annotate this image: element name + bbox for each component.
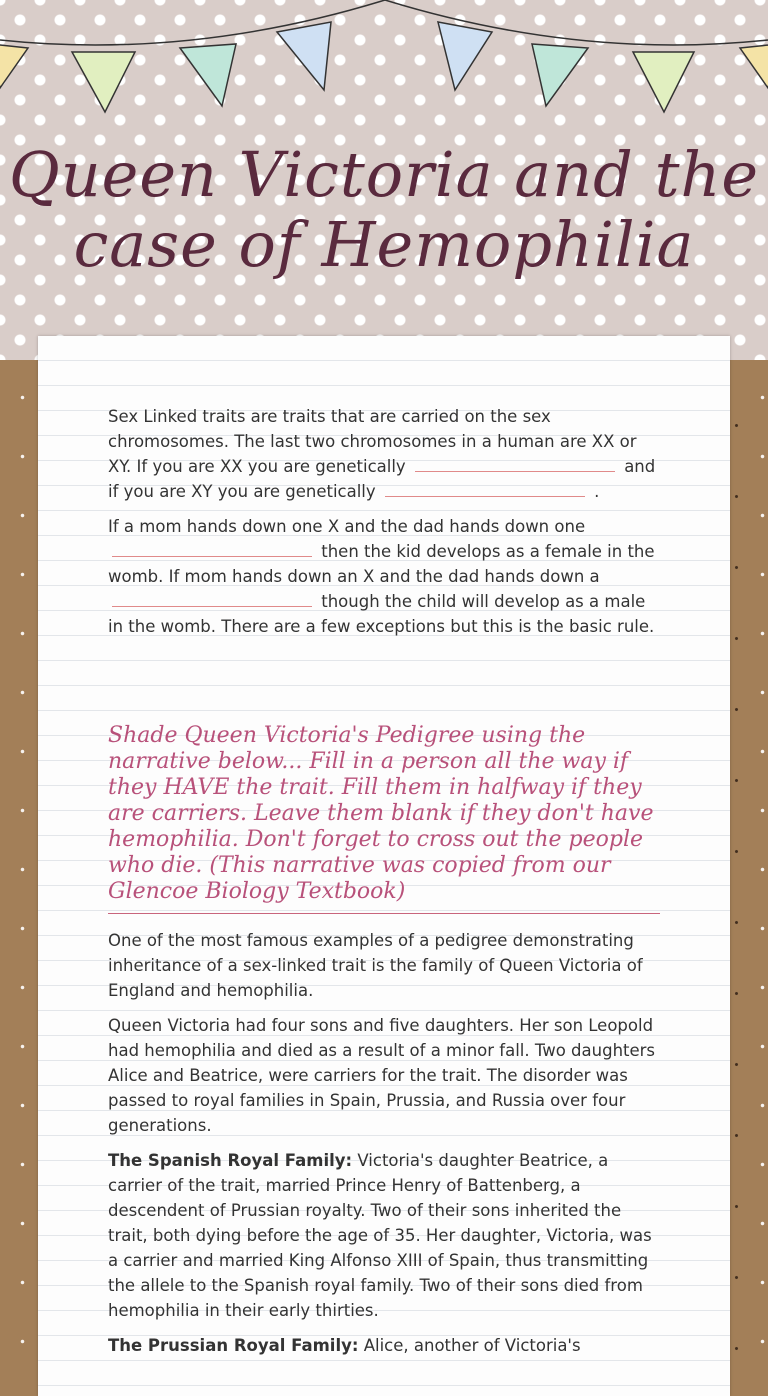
bunting-decoration [0,0,768,130]
blank-input-x[interactable] [112,542,312,557]
bunting-flag [438,22,492,90]
bunting-flag [180,44,236,106]
blank-input-female[interactable] [415,457,615,472]
bunting-flag [0,44,28,88]
prussian-family-paragraph: The Prussian Royal Family: Alice, another of Victoria's [108,1336,581,1355]
bunting-flag [532,44,588,106]
intro-paragraph-2: If a mom hands down one X and the dad hands down one then the kid develops as a female in the womb. If mom hands down an X and the dad hands down a though the child will develop as a male in the womb. There are a few exceptions but this is the basic rule. [108,517,655,636]
header-banner [0,0,768,360]
prussian-family-heading: The Prussian Royal Family: [108,1336,359,1355]
blank-input-y[interactable] [112,592,312,607]
spanish-family-heading: The Spanish Royal Family: [108,1151,353,1170]
handwritten-instructions: Shade Queen Victoria's Pedigree using the narrative below... Fill in a person all the way if they HAVE the trait. Fill them in halfway if they are carriers. Leave them blank if they don't have hemophilia. Don't forget to cross out the people who die. (This narrative was copied from our Glencoe Biology Textbook) [108,723,660,914]
spanish-family-paragraph: The Spanish Royal Family: Victoria's daughter Beatrice, a carrier of the trait, married Prince Henry of Battenberg, a descendent of Prussian royalty. Two of their sons inherited the trait, both dying before the age of 35. Her daughter, Victoria, was a carrier and married King Alfonso XIII of Spain, thus transmitting the allele to the Spanish royal family. Two of their sons died from hemophilia in their early thirties. [108,1151,652,1320]
narrative-paragraph-2: Queen Victoria had four sons and five daughters. Her son Leopold had hemophilia and died as a result of a minor fall. Two daughters Alice and Beatrice, were carriers for the trait. The disorder was passed to royal families in Spain, Prussia, and Russia over four generations. [108,1016,656,1135]
blank-input-male[interactable] [385,482,585,497]
bunting-flag [72,52,135,112]
worksheet-paper [38,336,730,1396]
worksheet-content [108,404,660,1368]
intro-paragraph-1: Sex Linked traits are traits that are carried on the sex chromosomes. The last two chromosomes in a human are XX or XY. If you are XX you are genetically and if you are XY you are genetically . [108,407,656,501]
bunting-flag [740,44,768,88]
bunting-flag [633,52,694,112]
page-title: Queen Victoria and the case of Hemophilia [8,138,760,281]
narrative-paragraph-1: One of the most famous examples of a pedigree demonstrating inheritance of a sex-linked trait is the family of Queen Victoria of England and hemophilia. [108,931,643,1000]
bunting-flag [277,22,331,90]
